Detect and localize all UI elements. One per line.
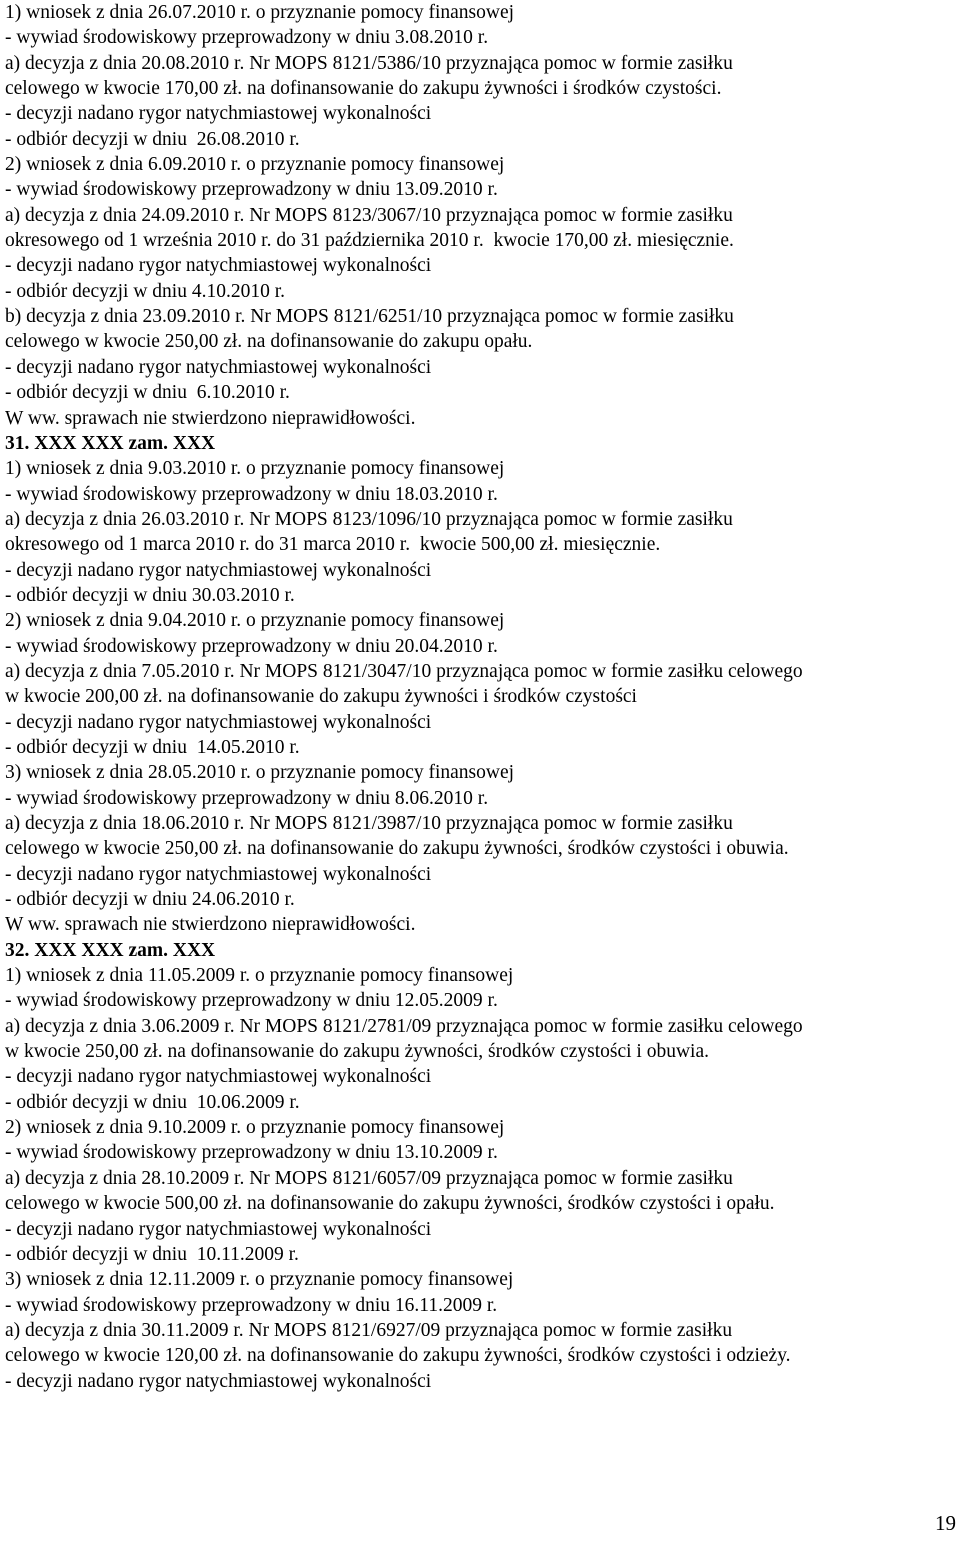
text-line: - odbiór decyzji w dniu 6.10.2010 r. (5, 382, 290, 404)
text-line: celowego w kwocie 120,00 zł. na dofinansowanie do zakupu żywności, środków czystości i odzieży. (5, 1345, 791, 1367)
text-line: a) decyzja z dnia 24.09.2010 r. Nr MOPS 8123/3067/10 przyznająca pomoc w formie zasiłku (5, 204, 733, 226)
text-line: 3) wniosek z dnia 12.11.2009 r. o przyznanie pomocy finansowej (5, 1269, 514, 1291)
text-line: 1) wniosek z dnia 26.07.2010 r. o przyznanie pomocy finansowej (5, 2, 515, 23)
text-line: - wywiad środowiskowy przeprowadzony w dniu 13.10.2009 r. (5, 1142, 498, 1164)
text-line: - decyzji nadano rygor natychmiastowej wykonalności (5, 711, 432, 733)
text-line: celowego w kwocie 250,00 zł. na dofinansowanie do zakupu opału. (5, 331, 533, 353)
text-line: 3) wniosek z dnia 28.05.2010 r. o przyznanie pomocy finansowej (5, 762, 515, 784)
text-line: W ww. sprawach nie stwierdzono nieprawidłowości. (5, 407, 416, 429)
document-body (5, 0, 955, 1394)
text-line: W ww. sprawach nie stwierdzono nieprawidłowości. (5, 914, 416, 936)
text-line: celowego w kwocie 250,00 zł. na dofinansowanie do zakupu żywności, środków czystości i obuwia. (5, 838, 789, 860)
text-line: a) decyzja z dnia 18.06.2010 r. Nr MOPS 8121/3987/10 przyznająca pomoc w formie zasiłku (5, 813, 733, 834)
section-heading: 32. XXX XXX zam. XXX (5, 939, 216, 961)
text-line: - odbiór decyzji w dniu 14.05.2010 r. (5, 736, 300, 758)
text-line: 2) wniosek z dnia 9.10.2009 r. o przyznanie pomocy finansowej (5, 1117, 505, 1139)
text-line: - wywiad środowiskowy przeprowadzony w dniu 3.08.2010 r. (5, 27, 489, 49)
text-line: okresowego od 1 marca 2010 r. do 31 marca 2010 r. kwocie 500,00 zł. miesięcznie. (5, 534, 661, 556)
text-line: - wywiad środowiskowy przeprowadzony w dniu 20.04.2010 r. (5, 635, 498, 657)
text-line: b) decyzja z dnia 23.09.2010 r. Nr MOPS 8121/6251/10 przyznająca pomoc w formie zasiłku (5, 306, 734, 328)
text-line: - decyzji nadano rygor natychmiastowej wykonalności (5, 559, 432, 581)
text-line: - decyzji nadano rygor natychmiastowej wykonalności (5, 863, 432, 885)
text-line: - decyzji nadano rygor natychmiastowej wykonalności (5, 356, 432, 378)
text-line: w kwocie 250,00 zł. na dofinansowanie do zakupu żywności, środków czystości i obuwia. (5, 1041, 710, 1063)
text-line: - odbiór decyzji w dniu 10.06.2009 r. (5, 1091, 300, 1113)
text-line: a) decyzja z dnia 26.03.2010 r. Nr MOPS 8123/1096/10 przyznająca pomoc w formie zasiłku (5, 508, 733, 530)
text-line: w kwocie 200,00 zł. na dofinansowanie do zakupu żywności i środków czystości (5, 686, 637, 708)
page-number: 19 (935, 1511, 956, 1535)
text-line: - decyzji nadano rygor natychmiastowej wykonalności (5, 1218, 432, 1240)
text-line: celowego w kwocie 170,00 zł. na dofinansowanie do zakupu żywności i środków czystości. (5, 78, 722, 100)
text-line: - odbiór decyzji w dniu 26.08.2010 r. (5, 128, 300, 150)
text-line: a) decyzja z dnia 20.08.2010 r. Nr MOPS 8121/5386/10 przyznająca pomoc w formie zasiłku (5, 52, 733, 74)
text-line: - wywiad środowiskowy przeprowadzony w dniu 18.03.2010 r. (5, 483, 498, 505)
text-line: - odbiór decyzji w dniu 4.10.2010 r. (5, 280, 285, 302)
text-line: - wywiad środowiskowy przeprowadzony w dniu 12.05.2009 r. (5, 990, 498, 1012)
text-line: - wywiad środowiskowy przeprowadzony w dniu 16.11.2009 r. (5, 1294, 498, 1316)
text-line: 1) wniosek z dnia 9.03.2010 r. o przyznanie pomocy finansowej (5, 458, 505, 480)
text-line: - decyzji nadano rygor natychmiastowej wykonalności (5, 255, 432, 277)
text-line: - odbiór decyzji w dniu 24.06.2010 r. (5, 889, 295, 911)
section-heading: 31. XXX XXX zam. XXX (5, 432, 216, 454)
text-line: - odbiór decyzji w dniu 10.11.2009 r. (5, 1243, 299, 1265)
text-line: a) decyzja z dnia 28.10.2009 r. Nr MOPS 8121/6057/09 przyznająca pomoc w formie zasiłku (5, 1167, 733, 1189)
text-line: - decyzji nadano rygor natychmiastowej wykonalności (5, 1370, 432, 1392)
text-line: - wywiad środowiskowy przeprowadzony w dniu 13.09.2010 r. (5, 179, 498, 201)
text-line: 2) wniosek z dnia 9.04.2010 r. o przyznanie pomocy finansowej (5, 610, 505, 632)
text-line: - decyzji nadano rygor natychmiastowej wykonalności (5, 103, 432, 125)
text-line: - decyzji nadano rygor natychmiastowej wykonalności (5, 1066, 432, 1088)
text-line: - wywiad środowiskowy przeprowadzony w dniu 8.06.2010 r. (5, 787, 489, 809)
text-line: okresowego od 1 września 2010 r. do 31 października 2010 r. kwocie 170,00 zł. miesięcznie. (5, 230, 734, 252)
text-line: celowego w kwocie 500,00 zł. na dofinansowanie do zakupu żywności, środków czystości i opału. (5, 1193, 775, 1215)
text-line: 1) wniosek z dnia 11.05.2009 r. o przyznanie pomocy finansowej (5, 965, 514, 987)
text-line: a) decyzja z dnia 30.11.2009 r. Nr MOPS 8121/6927/09 przyznająca pomoc w formie zasiłku (5, 1319, 733, 1341)
text-line: - odbiór decyzji w dniu 30.03.2010 r. (5, 584, 295, 606)
text-line: 2) wniosek z dnia 6.09.2010 r. o przyznanie pomocy finansowej (5, 154, 505, 176)
text-line: a) decyzja z dnia 7.05.2010 r. Nr MOPS 8121/3047/10 przyznająca pomoc w formie zasiłku celowego (5, 660, 803, 682)
text-line: a) decyzja z dnia 3.06.2009 r. Nr MOPS 8121/2781/09 przyznająca pomoc w formie zasiłku celowego (5, 1015, 803, 1037)
